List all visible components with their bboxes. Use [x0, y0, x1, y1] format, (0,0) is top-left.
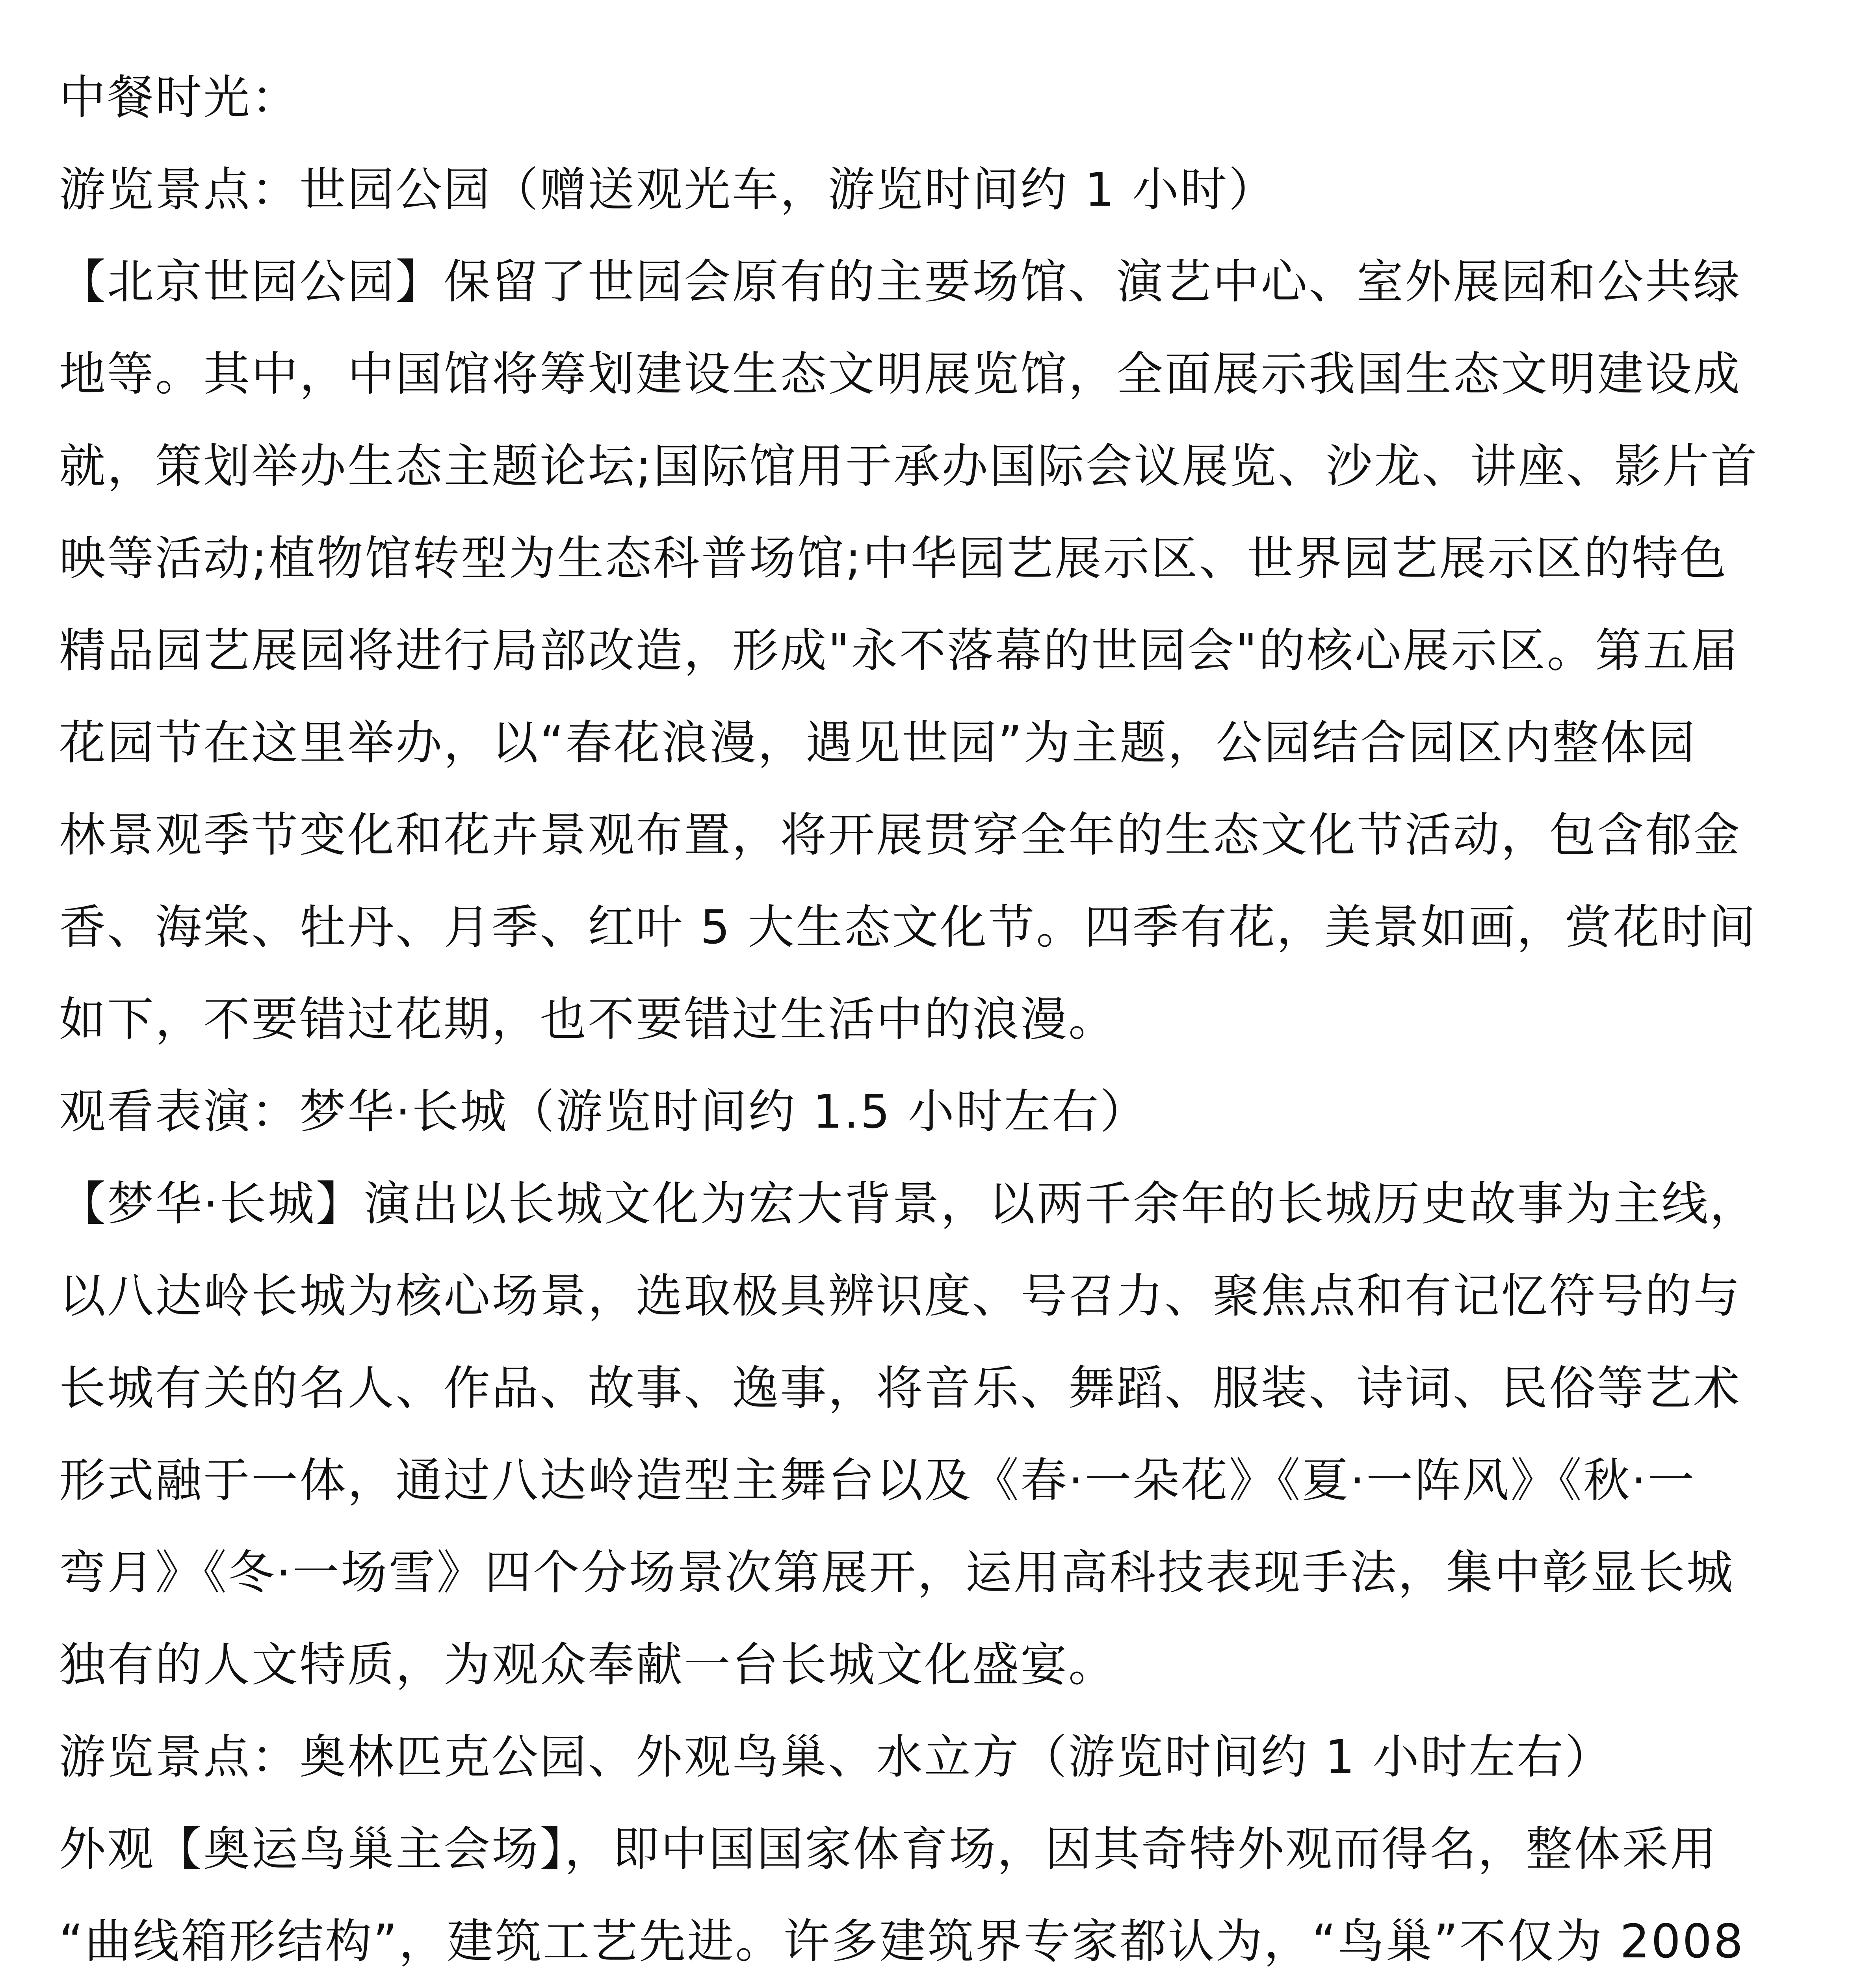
- text-line: 长城有关的名人、作品、故事、逸事，将音乐、舞蹈、服装、诗词、民俗等艺术: [59, 1361, 1742, 1415]
- text-line: 如下，不要错过花期，也不要错过生活中的浪漫。: [59, 992, 1117, 1046]
- text-line: 观看表演：梦华·长城（游览时间约 1.5 小时左右）: [59, 1084, 1148, 1139]
- text-line: 就，策划举办生态主题论坛;国际馆用于承办国际会议展览、沙龙、讲座、影片首: [59, 439, 1759, 493]
- text-line: 映等活动;植物馆转型为生态科普场馆;中华园艺展示区、世界园艺展示区的特色: [59, 531, 1728, 585]
- text-line: 独有的人文特质，为观众奉献一台长城文化盛宴。: [59, 1637, 1117, 1692]
- text-line: 精品园艺展园将进行局部改造，形成"永不落幕的世园会"的核心展示区。第五届: [59, 623, 1739, 678]
- text-line: 【梦华·长城】演出以长城文化为宏大背景，以两千余年的长城历史故事为主线，: [59, 1176, 1758, 1231]
- text-line: 地等。其中，中国馆将筹划建设生态文明展览馆，全面展示我国生态文明建设成: [59, 347, 1742, 401]
- text-line: 外观【奥运鸟巢主会场】，即中国国家体育场，因其奇特外观而得名，整体采用: [59, 1822, 1718, 1876]
- text-line: 林景观季节变化和花卉景观布置，将开展贯穿全年的生态文化节活动，包含郁金: [59, 808, 1742, 862]
- text-line: “曲线箱形结构”，建筑工艺先进。许多建筑界专家都认为，“鸟巢”不仅为 2008: [59, 1914, 1745, 1968]
- text-line: 香、海棠、牡丹、月季、红叶 5 大生态文化节。四季有花，美景如画，赏花时间: [59, 900, 1757, 954]
- text-line: 游览景点：奥林匹克公园、外观鸟巢、水立方（游览时间约 1 小时左右）: [59, 1730, 1613, 1784]
- text-line: 形式融于一体，通过八达岭造型主舞台以及《春·一朵花》《夏·一阵风》《秋·一: [59, 1453, 1696, 1507]
- text-line: 以八达岭长城为核心场景，选取极具辨识度、号召力、聚焦点和有记忆符号的与: [59, 1269, 1742, 1323]
- text-line: 弯月》《冬·一场雪》四个分场景次第展开，运用高科技表现手法，集中彰显长城: [59, 1545, 1735, 1600]
- text-line: 游览景点：世园公园（赠送观光车，游览时间约 1 小时）: [59, 162, 1277, 217]
- text-line: 【北京世园公园】保留了世园会原有的主要场馆、演艺中心、室外展园和公共绿: [59, 255, 1742, 309]
- text-line: 花园节在这里举办，以“春花浪漫，遇见世园”为主题，公园结合园区内整体园: [59, 716, 1697, 770]
- text-line: 中餐时光：: [59, 70, 300, 125]
